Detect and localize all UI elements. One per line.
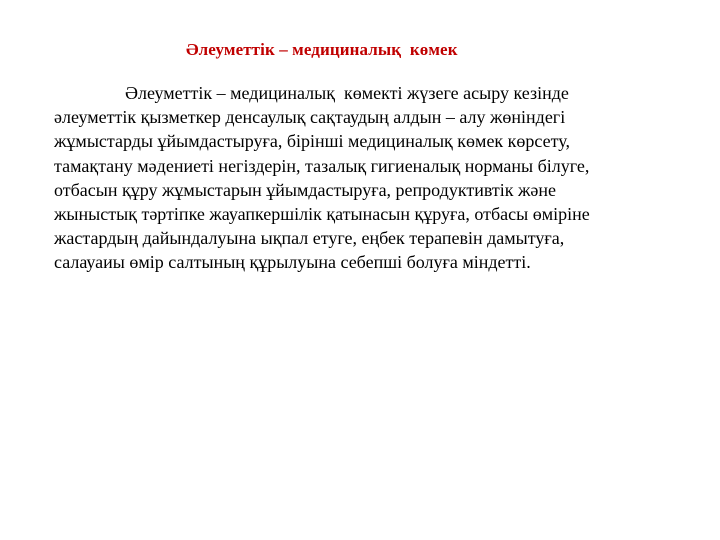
body-line: жұмыстарды ұйымдастыруға, бірінші медициналық көмек көрсету, [54,131,570,152]
body-line: Әлеуметтік – медициналық көмекті жүзеге асыру кезінде [125,83,569,103]
body-line: жастардың дайындалуына ықпал етуге, еңбек терапевін дамытуға, [54,228,565,249]
body-line: жыныстық тәртіпке жауапкершілік қатынасын құруға, отбасы өміріне [54,204,590,225]
body-line: әлеуметтік қызметкер денсаулық сақтаудың алдын – алу жөніндегі [54,107,566,128]
body-line: салауаиы өмір салтының құрылуына себепші болуға міндетті. [54,252,531,273]
body-line: отбасын құру жұмыстарын ұйымдастыруға, репродуктивтік және [54,179,557,200]
body-line: тамақтану мәдениеті негіздерін, тазалық гигиеналық норманы білуге, [54,155,590,176]
body-paragraph [54,81,674,275]
slide-title: Әлеуметтік – медициналық көмек [186,40,458,59]
